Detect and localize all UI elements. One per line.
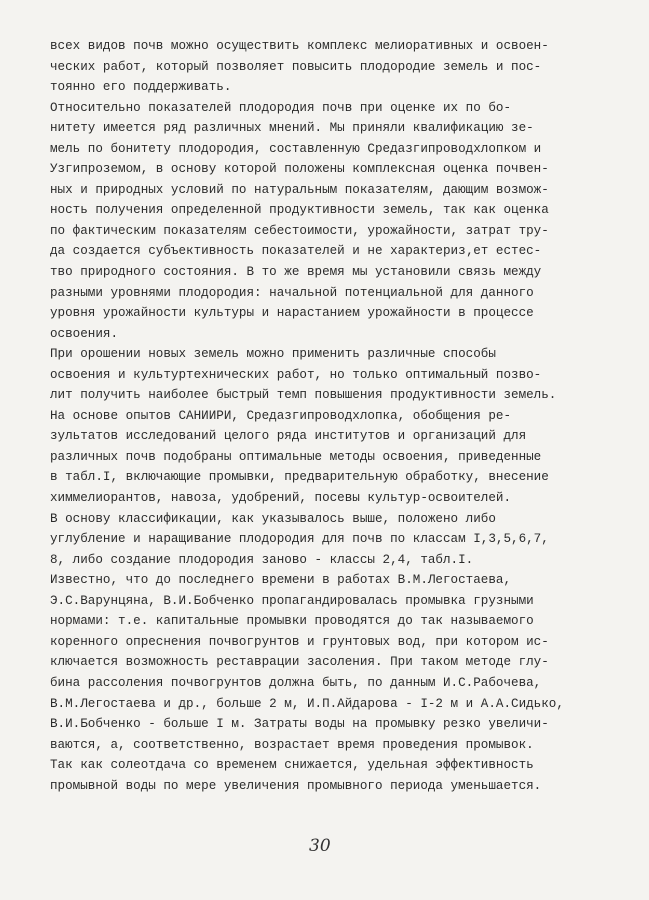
text-line-10: по фактическим показателям себестоимости, урожайности, затрат тру-	[50, 223, 549, 238]
text-line-8: ных и природных условий по натуральным показателям, дающим возмож-	[50, 182, 549, 197]
text-line-22: в табл.I, включающие промывки, предварительную обработку, внесение	[50, 470, 549, 485]
text-line-7: Узгипроземом, в основу которой положены комплексная оценка почвен-	[50, 162, 549, 177]
text-line-28: Э.С.Варунцяна, В.И.Бобченко пропагандировалась промывка грузными	[50, 593, 534, 608]
text-line-2: ческих работ, который позволяет повысить плодородие земель и пос-	[50, 59, 542, 74]
text-line-9: ность получения определенной продуктивности земель, так как оценка	[50, 203, 549, 218]
text-line-29: нормами: т.е. капитальные промывки проводятся до так называемого	[50, 614, 534, 629]
text-line-30: коренного опреснения почвогрунтов и грунтовых вод, при котором ис-	[50, 634, 549, 649]
text-line-24: В основу классификации, как указывалось выше, положено либо	[50, 511, 496, 526]
text-line-35: ваются, а, соответственно, возрастает время проведения промывок.	[50, 737, 534, 752]
text-line-36: Так как солеотдача со временем снижается, удельная эффективность	[50, 758, 534, 773]
body-text	[50, 36, 598, 796]
text-line-37: промывной воды по мере увеличения промывного периода уменьшается.	[50, 778, 542, 793]
text-line-31: ключается возможность реставрации засоления. При таком методе глу-	[50, 655, 549, 670]
text-line-13: разными уровнями плодородия: начальной потенциальной для данного	[50, 285, 534, 300]
text-line-1: всех видов почв можно осуществить комплекс мелиоративных и освоен-	[50, 39, 549, 53]
text-line-11: да создается субъективность показателей и не характериз‚ет естес-	[50, 244, 542, 259]
text-line-16: При орошении новых земель можно применить различные способы	[50, 347, 496, 362]
text-line-34: В.И.Бобченко - больше I м. Затраты воды на промывку резко увеличи-	[50, 717, 549, 732]
text-line-32: бина рассоления почвогрунтов должна быть, по данным И.С.Рабочева,	[50, 675, 542, 690]
text-line-6: мель по бонитету плодородия, составленную Средазгипроводхлопком и	[50, 141, 542, 156]
text-line-15: освоения.	[50, 326, 119, 341]
text-line-19: На основе опытов САНИИРИ, Средазгипроводхлопка, обобщения ре-	[50, 408, 512, 423]
text-line-17: освоения и культуртехнических работ, но только оптимальный позво-	[50, 367, 542, 382]
page-number: 30	[309, 836, 331, 856]
text-line-14: уровня урожайности культуры и нарастанием урожайности в процессе	[50, 306, 534, 321]
text-line-21: различных почв подобраны оптимальные методы освоения, приведенные	[50, 449, 542, 464]
text-line-23: химмелиорантов, навоза, удобрений, посевы культур-освоителей.	[50, 491, 512, 506]
text-line-3: тоянно его поддерживать.	[50, 80, 232, 95]
text-line-5: нитету имеется ряд различных мнений. Мы приняли квалификацию зе-	[50, 121, 534, 136]
text-line-25: углубление и наращивание плодородия для почв по классам I,3,5,6,7,	[50, 532, 549, 547]
text-line-26: 8, либо создание плодородия заново - классы 2,4, табл.I.	[50, 552, 474, 567]
text-line-4: Относительно показателей плодородия почв при оценке их по бо-	[50, 100, 512, 115]
text-line-33: В.М.Легостаева и др., больше 2 м, И.П.Айдарова - I-2 м и А.А.Сидько,	[50, 696, 564, 711]
text-line-18: лит получить наиболее быстрый темп повышения продуктивности земель.	[50, 388, 557, 403]
text-line-27: Известно, что до последнего времени в работах В.М.Легостаева,	[50, 573, 512, 588]
text-line-20: зультатов исследований целого ряда институтов и организаций для	[50, 429, 527, 444]
text-line-12: тво природного состояния. В то же время мы установили связь между	[50, 265, 542, 280]
